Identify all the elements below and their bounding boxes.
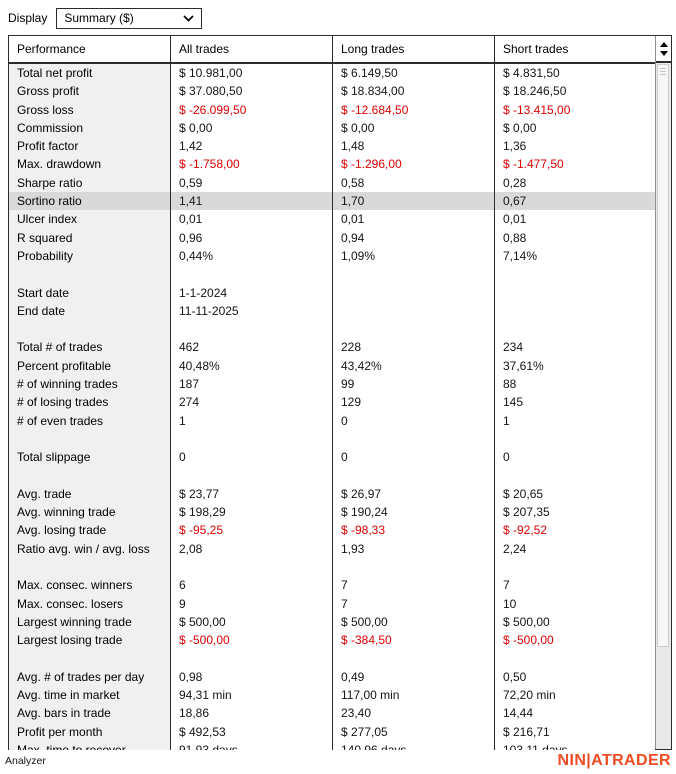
cell-long-trades [333,650,495,668]
cell-all-trades: 1-1-2024 [171,284,333,302]
cell-short-trades: 2,24 [495,540,655,558]
row-label: Ulcer index [9,210,171,228]
table-row[interactable] [9,503,655,521]
cell-all-trades: $ 500,00 [171,613,333,631]
row-label: R squared [9,229,171,247]
column-header-short-trades: Short trades [503,42,569,56]
table-row[interactable] [9,668,655,686]
cell-long-trades: 0 [333,412,495,430]
row-label: Avg. # of trades per day [9,668,171,686]
cell-short-trades: 0 [495,448,655,466]
table-row[interactable] [9,265,655,283]
cell-short-trades [495,650,655,668]
column-header-long-trades: Long trades [333,36,495,62]
table-row[interactable] [9,302,655,320]
table-row[interactable] [9,192,655,210]
row-label: Sharpe ratio [9,174,171,192]
cell-all-trades [171,467,333,485]
cell-all-trades: 1,41 [171,192,333,210]
row-label: Avg. trade [9,485,171,503]
row-label: End date [9,302,171,320]
row-label: Start date [9,284,171,302]
row-label: # of losing trades [9,393,171,411]
cell-long-trades [333,320,495,338]
row-label: Avg. bars in trade [9,704,171,722]
cell-long-trades [333,558,495,576]
cell-short-trades: $ -13.415,00 [495,101,655,119]
cell-short-trades: $ -92,52 [495,521,655,539]
display-dropdown[interactable] [56,8,202,29]
table-row[interactable] [9,64,655,82]
scrollbar-thumb[interactable] [657,64,669,647]
row-label: Sortino ratio [9,192,171,210]
cell-all-trades: 0,96 [171,229,333,247]
cell-all-trades: 0,44% [171,247,333,265]
cell-all-trades: 187 [171,375,333,393]
cell-long-trades: 0,58 [333,174,495,192]
cell-long-trades: $ -1.296,00 [333,155,495,173]
chevron-down-icon [183,15,194,22]
display-label: Display [8,11,48,25]
cell-long-trades: $ 277,05 [333,723,495,741]
cell-long-trades: 129 [333,393,495,411]
cell-all-trades: $ 37.080,50 [171,82,333,100]
row-label: Ratio avg. win / avg. loss [9,540,171,558]
grid-header [9,36,671,64]
row-label [9,265,171,283]
table-row[interactable] [9,137,655,155]
cell-all-trades: 1 [171,412,333,430]
cell-long-trades: 228 [333,338,495,356]
cell-long-trades [333,467,495,485]
cell-all-trades: 11-11-2025 [171,302,333,320]
table-row[interactable] [9,613,655,631]
cell-all-trades: 0,98 [171,668,333,686]
scrollbar-grip [660,68,666,75]
cell-long-trades: $ 190,24 [333,503,495,521]
table-row[interactable] [9,320,655,338]
cell-short-trades: $ 500,00 [495,613,655,631]
cell-short-trades [495,430,655,448]
cell-all-trades: 0,59 [171,174,333,192]
table-row[interactable] [9,485,655,503]
table-row[interactable] [9,558,655,576]
cell-short-trades: $ 216,71 [495,723,655,741]
cell-long-trades: 0,94 [333,229,495,247]
cell-short-trades: 234 [495,338,655,356]
row-label: Max. drawdown [9,155,171,173]
row-label: Max. consec. winners [9,576,171,594]
table-row[interactable] [9,210,655,228]
cell-all-trades: $ 0,00 [171,119,333,137]
cell-all-trades: 6 [171,576,333,594]
cell-short-trades: 0,67 [495,192,655,210]
cell-long-trades: $ 6.149,50 [333,64,495,82]
table-row[interactable] [9,174,655,192]
cell-long-trades: $ -384,50 [333,631,495,649]
row-label [9,650,171,668]
status-text: Analyzer [5,755,46,767]
cell-long-trades: 1,48 [333,137,495,155]
table-row[interactable] [9,631,655,649]
cell-all-trades: 9 [171,595,333,613]
table-row[interactable] [9,576,655,594]
row-label [9,320,171,338]
cell-all-trades: 462 [171,338,333,356]
ninjatrader-logo: NIN|ATRADER [557,752,671,769]
table-row[interactable] [9,430,655,448]
cell-all-trades [171,558,333,576]
cell-short-trades: 1 [495,412,655,430]
cell-all-trades: 2,08 [171,540,333,558]
row-label: Probability [9,247,171,265]
table-row[interactable] [9,375,655,393]
cell-long-trades: 1,70 [333,192,495,210]
cell-all-trades: $ -26.099,50 [171,101,333,119]
cell-long-trades [333,430,495,448]
cell-all-trades: $ 492,53 [171,723,333,741]
display-toolbar [8,7,202,29]
display-dropdown-value: Summary ($) [64,11,134,25]
row-label: Total net profit [9,64,171,82]
cell-short-trades: $ 18.246,50 [495,82,655,100]
table-row[interactable] [9,393,655,411]
row-label: Total slippage [9,448,171,466]
vertical-scrollbar[interactable] [655,36,671,749]
cell-all-trades: 94,31 min [171,686,333,704]
row-label: # of even trades [9,412,171,430]
table-row[interactable] [9,412,655,430]
table-row[interactable] [9,155,655,173]
cell-long-trades: $ 18.834,00 [333,82,495,100]
cell-long-trades: 7 [333,576,495,594]
cell-short-trades: 14,44 [495,704,655,722]
cell-long-trades: 117,00 min [333,686,495,704]
table-row[interactable] [9,357,655,375]
row-label: Avg. losing trade [9,521,171,539]
cell-short-trades [495,284,655,302]
performance-grid [8,35,672,750]
row-label: Commission [9,119,171,137]
cell-short-trades: $ 0,00 [495,119,655,137]
cell-long-trades: $ 500,00 [333,613,495,631]
cell-short-trades: 0,50 [495,668,655,686]
cell-short-trades [495,265,655,283]
cell-long-trades [333,302,495,320]
cell-short-trades: $ -500,00 [495,631,655,649]
cell-short-trades: $ 207,35 [495,503,655,521]
cell-long-trades: $ 26,97 [333,485,495,503]
cell-all-trades: 40,48% [171,357,333,375]
cell-short-trades: $ 4.831,50 [495,64,655,82]
table-row[interactable] [9,686,655,704]
cell-long-trades: 0,49 [333,668,495,686]
cell-short-trades: 0,88 [495,229,655,247]
status-bar [0,750,676,774]
cell-short-trades: 145 [495,393,655,411]
column-header-performance: Performance [9,36,171,62]
table-row[interactable] [9,82,655,100]
cell-long-trades: $ 0,00 [333,119,495,137]
row-label: # of winning trades [9,375,171,393]
scroll-down-icon[interactable] [660,51,668,56]
row-label [9,467,171,485]
table-row[interactable] [9,448,655,466]
table-row[interactable] [9,723,655,741]
cell-short-trades [495,302,655,320]
cell-short-trades: $ 20,65 [495,485,655,503]
cell-long-trades: 1,09% [333,247,495,265]
scrollbar-buttons [656,36,671,63]
cell-long-trades: $ -12.684,50 [333,101,495,119]
cell-long-trades [333,265,495,283]
cell-all-trades: 1,42 [171,137,333,155]
cell-all-trades: 18,86 [171,704,333,722]
cell-all-trades [171,320,333,338]
cell-all-trades: $ 198,29 [171,503,333,521]
cell-short-trades [495,467,655,485]
row-label: Percent profitable [9,357,171,375]
cell-short-trades: 0,28 [495,174,655,192]
table-row[interactable] [9,467,655,485]
row-label: Gross loss [9,101,171,119]
table-body [9,64,671,749]
row-label [9,430,171,448]
cell-long-trades: 23,40 [333,704,495,722]
table-row[interactable] [9,284,655,302]
cell-long-trades: 0 [333,448,495,466]
table-row[interactable] [9,338,655,356]
table-row[interactable] [9,595,655,613]
row-label: Max. consec. losers [9,595,171,613]
row-label: Avg. winning trade [9,503,171,521]
cell-long-trades: $ -98,33 [333,521,495,539]
cell-all-trades: $ -500,00 [171,631,333,649]
cell-short-trades [495,558,655,576]
cell-short-trades: 72,20 min [495,686,655,704]
cell-all-trades: $ -1.758,00 [171,155,333,173]
cell-long-trades: 99 [333,375,495,393]
table-row[interactable] [9,650,655,668]
row-label: Profit per month [9,723,171,741]
cell-short-trades: 0,01 [495,210,655,228]
cell-all-trades: 0,01 [171,210,333,228]
cell-short-trades: 37,61% [495,357,655,375]
cell-all-trades [171,430,333,448]
row-label: Largest losing trade [9,631,171,649]
row-label [9,558,171,576]
row-label: Avg. time in market [9,686,171,704]
table-row[interactable] [9,540,655,558]
scroll-up-icon[interactable] [660,42,668,47]
cell-short-trades: $ -1.477,50 [495,155,655,173]
cell-long-trades: 1,93 [333,540,495,558]
table-row[interactable] [9,521,655,539]
table-row[interactable] [9,704,655,722]
cell-all-trades: 0 [171,448,333,466]
cell-long-trades: 7 [333,595,495,613]
cell-short-trades: 1,36 [495,137,655,155]
cell-all-trades [171,265,333,283]
table-row[interactable] [9,247,655,265]
row-label: Gross profit [9,82,171,100]
row-label: Total # of trades [9,338,171,356]
cell-short-trades: 7,14% [495,247,655,265]
row-label: Largest winning trade [9,613,171,631]
table-row[interactable] [9,101,655,119]
cell-short-trades [495,320,655,338]
cell-all-trades: $ 10.981,00 [171,64,333,82]
cell-long-trades: 43,42% [333,357,495,375]
column-header-all-trades: All trades [171,36,333,62]
cell-long-trades: 0,01 [333,210,495,228]
cell-all-trades [171,650,333,668]
scrollbar-track[interactable] [656,63,671,747]
row-label: Profit factor [9,137,171,155]
cell-all-trades: 274 [171,393,333,411]
cell-short-trades: 88 [495,375,655,393]
cell-all-trades: $ 23,77 [171,485,333,503]
cell-short-trades: 10 [495,595,655,613]
table-row[interactable] [9,229,655,247]
cell-short-trades: 7 [495,576,655,594]
table-row[interactable] [9,119,655,137]
cell-long-trades [333,284,495,302]
cell-all-trades: $ -95,25 [171,521,333,539]
